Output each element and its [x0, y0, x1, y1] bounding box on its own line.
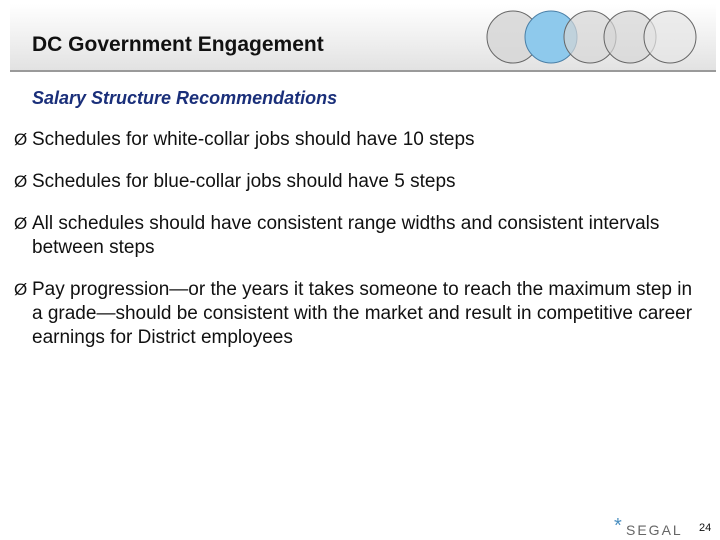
- bullet-item: [14, 278, 704, 350]
- arrow-bullet-icon: Ø: [14, 130, 28, 149]
- bullet-item: [14, 128, 704, 152]
- section-subtitle: Salary Structure Recommendations: [32, 88, 338, 108]
- bullet-item: [14, 212, 704, 260]
- bullet-text: Schedules for blue-collar jobs should have 5 steps: [32, 171, 456, 192]
- decorative-circles-graphic: [486, 10, 700, 64]
- header-rule: [10, 70, 716, 72]
- bullet-text: Schedules for white-collar jobs should have 10 steps: [32, 129, 475, 150]
- bullet-list: [14, 128, 704, 368]
- arrow-bullet-icon: Ø: [14, 214, 28, 233]
- circle-5: [644, 11, 696, 63]
- arrow-bullet-icon: Ø: [14, 280, 28, 299]
- bullet-text: Pay progression—or the years it takes someone to reach the maximum step in a grade—should be consistent with the market and result in competitive career earnings for District employees: [32, 279, 693, 348]
- arrow-bullet-icon: Ø: [14, 172, 28, 191]
- page-number: 24: [699, 522, 712, 534]
- logo-text: SEGAL: [626, 522, 683, 538]
- bullet-item: [14, 170, 704, 194]
- segal-logo: [614, 514, 694, 538]
- slide-title: DC Government Engagement: [32, 33, 324, 56]
- logo-mark: *: [614, 515, 622, 537]
- bullet-text: All schedules should have consistent range widths and consistent intervals between steps: [32, 213, 660, 258]
